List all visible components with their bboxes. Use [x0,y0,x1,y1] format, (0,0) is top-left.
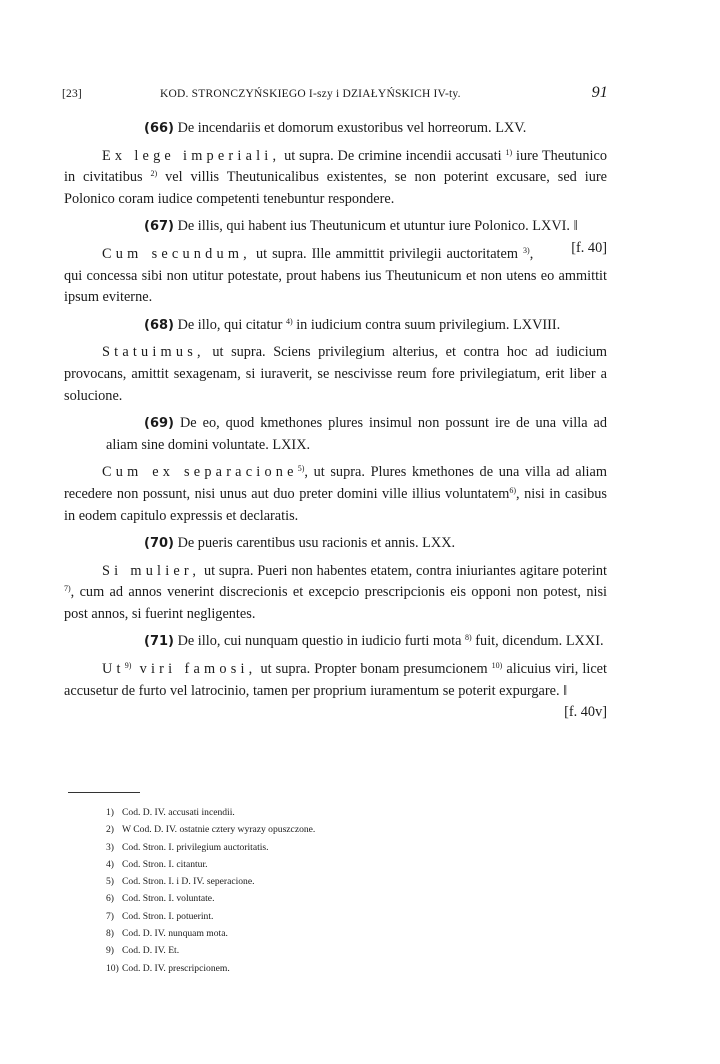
footnote: 10) Cod. D. IV. prescripcionem. [106,962,230,974]
folio-marker: [f. 40v] [564,704,607,721]
section-paragraph-67: Cum secundum, ut supra. Ille ammittit privilegii auctoritatem $^{3)}$, qui concessa sibi non utitur potestate, prout habens ius Theutunicum et non utens eo ammittit ipsum eviterne. [64,245,607,306]
page-number: 91 [591,84,608,101]
header-left-marker: [23] [62,88,82,100]
section-paragraph-69: Cum ex separacione$^{5)}$, ut supra. Plures kmethones de una villa ad aliam recedere non possunt, nisi unus aut duo preter domini ville illius voluntatem$^{6)}$, nisi in casibus in eodem capitulo expressis et declaratis. [64,464,607,524]
footnote: 5) Cod. Stron. I. i D. IV. seperacione. [106,876,255,888]
section-paragraph-70: Si mulier, ut supra. Pueri non habentes etatem, contra iniuriantes agitare poterint $^{7)}$, cum ad annos venerint discrecionis et excepcio prescripcionis eis opponi non potest, nisi post annos, si fuerint negligentes. [64,562,607,622]
footnote: 1) Cod. D. IV. accusati incendii. [106,807,235,818]
footnotes [106,804,526,977]
main-text [64,118,607,724]
footnote: 6) Cod. Stron. I. voluntate. [106,893,215,905]
section-heading-71: (71) De illo, cui nunquam questio in iudicio furti mota $^{8)}$ fuit, dicendum. LXXI. [144,633,604,650]
footnote: 9) Cod. D. IV. Et. [106,945,180,957]
section-paragraph-68: Statuimus, ut supra. Sciens privilegium alterius, et contra hoc ad iudicium provocans, amittit sexagenam, si iuraverit, se nescivisse reum fore privilegiatum, erit liber a solucione. [64,344,607,404]
footnote: 2) W Cod. D. IV. ostatnie cztery wyrazy opuszczone. [106,824,316,836]
section-paragraph-66: Ex lege imperiali, ut supra. De crimine incendii accusati $^{1)}$ iure Theutunico in civitatibus $^{2)}$ vel villis Theutunicalibus existentes, se non poterint excusare, sed iure Polonico coram iudice competenti tenebuntur respondere. [64,147,607,207]
section-heading-70: (70) De pueris carentibus usu racionis et annis. LXX. [144,535,456,552]
footnote: 8) Cod. D. IV. nunquam mota. [106,928,228,940]
section-heading-67: (67) De illis, qui habent ius Theutunicum et utuntur iure Polonico. LXVI. ‖ [f. 40] [64,216,607,238]
section-heading-66: (66) De incendariis et domorum exustoribus vel horreorum. LXV. [144,120,527,136]
header-title: KOD. STRONCZYŃSKIEGO I-szy i DZIAŁYŃSKICH IV-ty. [160,88,461,100]
footnote: 7) Cod. Stron. I. potuerint. [106,910,214,922]
running-header [62,86,608,106]
folio-marker: [f. 40] [571,239,607,256]
footnote: 3) Cod. Stron. I. privilegium auctoritatis. [106,841,269,853]
section-heading-69: (69) De eo, quod kmethones plures insimul non possunt ire de una villa ad aliam sine domini voluntate. LXIX. [106,415,608,453]
section-heading-68: (68) De illo, qui citatur $^{4)}$ in iudicium contra suum privilegium. LXVIII. [144,316,561,333]
footnote-divider [68,792,140,793]
section-paragraph-71: Ut$^{9)}$ viri famosi, ut supra. Propter bonam presumcionem $^{10)}$ alicuius viri, licet accusetur de furto vel latrocinio, tamen per proprium iuramentum se poterit expurgare. ‖ [f. 40v] [64,659,607,702]
footnote: 4) Cod. Stron. I. citantur. [106,858,208,870]
